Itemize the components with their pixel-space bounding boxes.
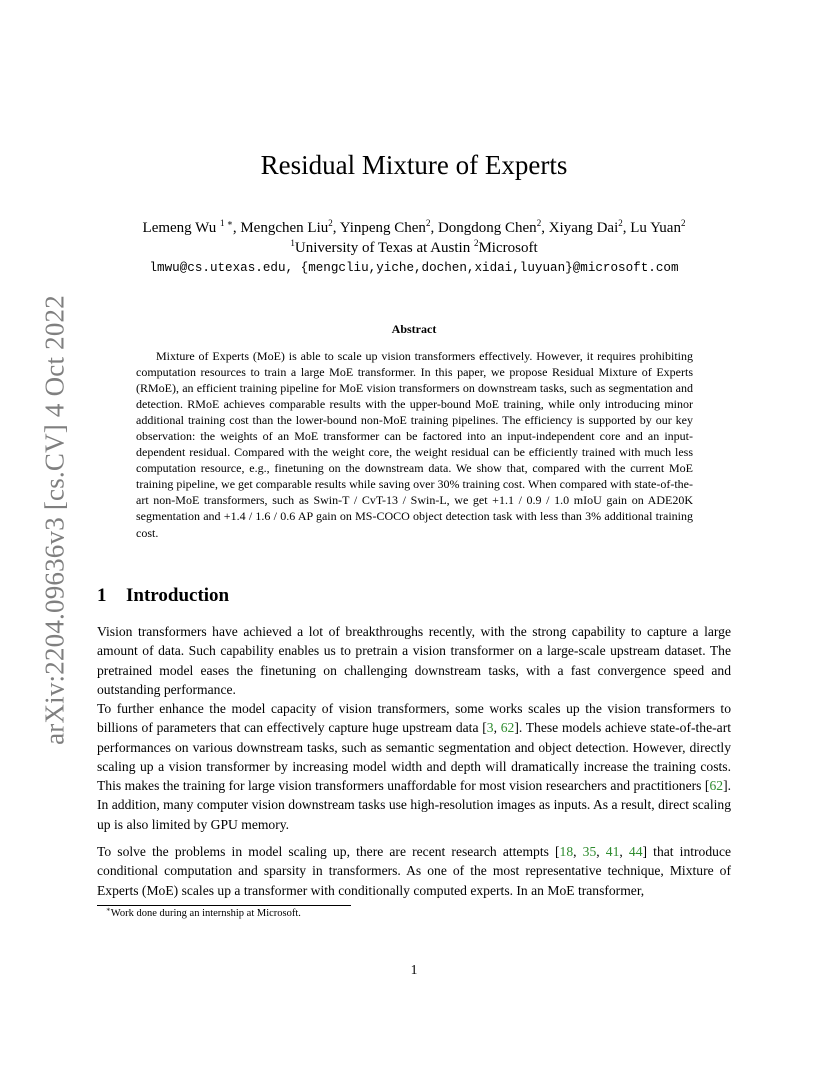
arxiv-sidebar-stamp: arXiv:2204.09636v3 [cs.CV] 4 Oct 2022 [39,295,70,745]
author-sup: 2 [680,218,686,228]
author-sup: 2 [536,218,542,228]
abstract-heading: Abstract [391,322,437,336]
citation-link[interactable]: 3 [486,720,494,736]
citation-separator: , [573,844,583,859]
author-sup: 1 ∗ [219,218,233,228]
author-name: Lemeng Wu [142,220,217,236]
author-sup: 2 [425,218,431,228]
author-name: Dongdong Chen [437,220,537,236]
footnote-divider [97,905,351,906]
coauthor-list: , Mengchen Liu$^2$, Yinpeng Chen$^2$, Dongdong Chen$^2$, Xiyang Dai$^2$, Lu Yuan$^2$ [232,218,686,236]
paragraph-text: ]. These models achieve state-of-the-art performances on various downstream tasks, such as semantic segmentation and object detection. However, directly scaling up a vision transformer by increasing model width and depth will dramatically increase the training costs. This makes the training for large vision transformers unaffordable for most vision researchers and practitioners [ [97,720,731,794]
citation-separator: , [596,844,606,859]
author-name: Lu Yuan [630,220,681,236]
author-block [0,218,828,258]
citation-link[interactable]: 62 [500,720,515,736]
author-name: Yinpeng Chen [339,220,426,236]
paragraph-text: To solve the problems in model scaling up, there are recent research attempts [ [97,844,560,859]
affiliation-sup: 1 [290,238,295,248]
footnote-mark: ∗ [106,905,111,914]
author-name: Xiyang Dai [548,220,619,236]
citation-link[interactable]: 35 [582,844,597,859]
affiliation-microsoft: Microsoft [478,240,538,256]
citation-link[interactable]: 44 [628,844,643,859]
section-number: 1 [97,585,107,606]
citation-link[interactable]: 62 [709,778,724,794]
section-heading-introduction [97,585,229,607]
paragraph-text: ] that introduce conditional computation and sparsity in transformers. As one of the most representative technique, Mixture of Experts (MoE) scales up a transformer with conditionally computed experts. In an MoE transformer, [97,844,732,898]
intro-paragraph-2 [97,699,731,834]
footnote [106,905,301,919]
affiliation-sup: 2 [473,238,479,248]
citation-separator: , [493,720,501,736]
affiliation-ut-austin: University of Texas at Austin [294,240,471,256]
footnote-text: Work done during an internship at Microsoft. [110,908,301,919]
paragraph-text: To further enhance the model capacity of vision transformers, some works scales up the vision transformers to billions of parameters that can effectively capture huge upstream data [ [97,701,731,736]
intro-paragraph-1: Vision transformers have achieved a lot of breakthroughs recently, with the strong capability to capture a large amount of data. Such capability enables us to pretrain a vision transformer on a large-scale upstream dataset. The pretrained model eases the finetuning on challenging downstream tasks, with a fast convergence speed and outstanding performance. [97,624,731,697]
paragraph-text: ]. In addition, many computer vision downstream tasks use high-resolution images as inputs. As a result, direct scaling up is also limited by GPU memory. [97,778,731,832]
citation-link[interactable]: 18 [559,844,574,859]
author-sup: 2 [328,218,333,228]
affiliation-line [0,238,828,258]
citation-separator: , [619,844,629,859]
page-number: 1 [410,962,418,977]
author-name: Mengchen Liu [240,220,329,236]
author-emails: lmwu@cs.utexas.edu, {mengcliu,yiche,dochen,xidai,luyuan}@microsoft.com [149,261,679,275]
author-sup: 2 [618,218,623,228]
section-title: Introduction [126,585,230,606]
author-line [0,218,828,238]
citation-link[interactable]: 41 [605,844,620,859]
paper-title: Residual Mixture of Experts [260,150,568,180]
abstract-text: Mixture of Experts (MoE) is able to scale up vision transformers effectively. However, it requires prohibiting computation resources to train a large MoE transformer. In this paper, we propose Residual Mixture of Experts (RMoE), an efficient training pipeline for MoE vision transformers on downstream tasks, such as segmentation and detection. RMoE achieves comparable results with the upper-bound MoE training, while only introducing minor additional training cost than the lower-bound non-MoE training pipelines. The efficiency is supported by our key observation: the weights of an MoE transformer can be factored into an input-independent core and an input-dependent residual. Compared with the weight core, the weight residual can be efficiently trained with much less computation resource, e.g., finetuning on the downstream data. We show that, compared with the current MoE training pipeline, we get comparable results while saving over 30% training cost. When compared with state-of-the-art non-MoE transformers, such as Swin-T / CvT-13 / Swin-L, we get +1.1 / 0.9 / 1.0 mIoU gain on ADE20K segmentation and +1.4 / 1.6 / 0.6 AP gain on MS-COCO object detection task with less than 3% additional training cost. [136,349,693,540]
intro-paragraph-3 [97,842,731,900]
